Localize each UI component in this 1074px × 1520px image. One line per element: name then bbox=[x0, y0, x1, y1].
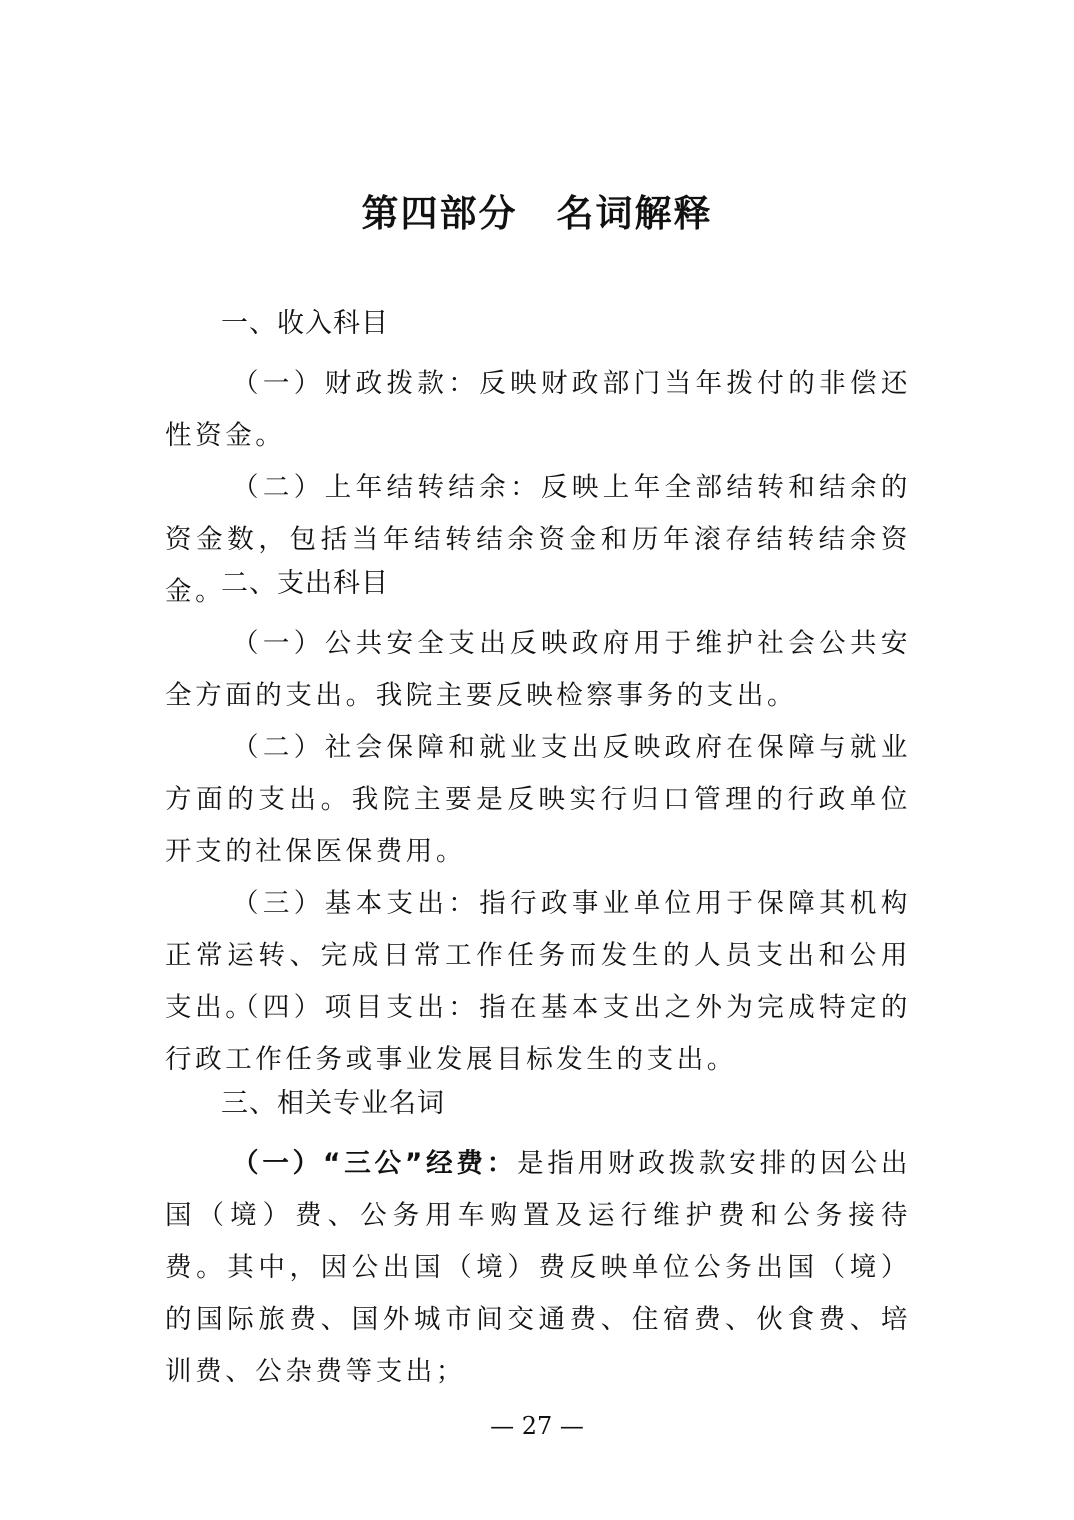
paragraph-fiscal-appropriation: （一）财政拨款：反映财政部门当年拨付的非偿还性资金。 bbox=[165, 368, 911, 451]
section-heading-terms: 三、相关专业名词 bbox=[221, 1088, 445, 1119]
term-three-public-expenses: （一）“三公”经费： bbox=[232, 1148, 518, 1179]
paragraph-three-public-expenses bbox=[165, 1138, 911, 1398]
paragraph-social-security: （二）社会保障和就业支出反映政府在保障与就业方面的支出。我院主要是反映实行归口管理的行政单位开支的社保医保费用。 bbox=[165, 732, 911, 867]
section-heading-expenditure: 二、支出科目 bbox=[221, 568, 389, 599]
page-number: — 27 — bbox=[490, 1412, 584, 1440]
paragraph-carryover-balance: （二）上年结转结余：反映上年全部结转和结余的资金数，包括当年结转结余资金和历年滚存结转结余资金。 bbox=[165, 472, 911, 607]
paragraph-public-security: （一）公共安全支出反映政府用于维护社会公共安全方面的支出。我院主要反映检察事务的支出。 bbox=[165, 628, 911, 711]
section-heading-income: 一、收入科目 bbox=[221, 308, 389, 339]
term-definition: 是指用财政拨款安排的因公出国（境）费、公务用车购置及运行维护费和公务接待费。其中，因公出国（境）费反映单位公务出国（境）的国际旅费、国外城市间交通费、住宿费、伙食费、培训费、公杂费等支出； bbox=[165, 1148, 911, 1387]
page-title: 第四部分 名词解释 bbox=[361, 192, 713, 235]
paragraph-basic-expenditure: （三）基本支出：指行政事业单位用于保障其机构正常运转、完成日常工作任务而发生的人员支出和公用支出。 bbox=[165, 888, 911, 1023]
paragraph-project-expenditure: （四）项目支出：指在基本支出之外为完成特定的行政工作任务或事业发展目标发生的支出。 bbox=[165, 992, 911, 1075]
